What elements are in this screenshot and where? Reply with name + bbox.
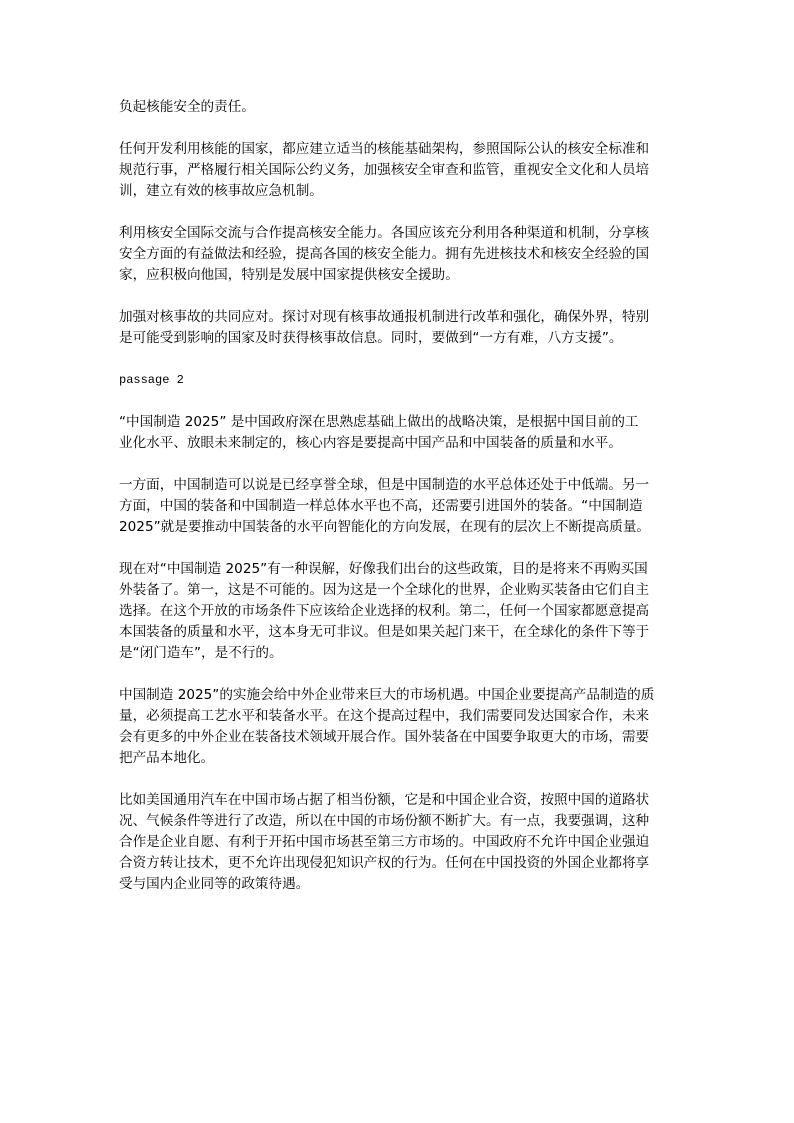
text-line: 把产品本地化。 — [119, 750, 215, 766]
text-line: 利用核安全国际交流与合作提高核安全能力。各国应该充分利用各种渠道和机制，分享核 — [119, 225, 650, 241]
document-page — [119, 97, 689, 916]
paragraph — [119, 790, 689, 895]
paragraph — [119, 223, 689, 286]
text-line: 业化水平、放眼未来制定的，核心内容是要提高中国产品和中国装备的质量和水平。 — [119, 435, 622, 451]
paragraph — [119, 475, 689, 538]
text-line: 会有更多的中外企业在装备技术领域开展合作。国外装备在中国要争取更大的市场，需要 — [119, 729, 650, 745]
text-line: 本国装备的质量和水平，这本身无可非议。但是如果关起门来干，在全球化的条件下等于 — [119, 624, 650, 640]
paragraph — [119, 685, 689, 769]
text-line: 外装备了。第一，这是不可能的。因为这是一个全球化的世界，企业购买装备由它们自主 — [119, 582, 650, 598]
paragraph — [119, 139, 689, 202]
paragraph — [119, 307, 689, 349]
text-line: 合资方转让技术，更不允许出现侵犯知识产权的行为。任何在中国投资的外国企业都将享 — [119, 855, 650, 871]
text-line: 况、气候条件等进行了改造，所以在中国的市场份额不断扩大。有一点，我要强调，这种 — [119, 813, 650, 829]
text-line: 选择。在这个开放的市场条件下应该给企业选择的权利。第二，任何一个国家都愿意提高 — [119, 603, 650, 619]
text-line: 训，建立有效的核事故应急机制。 — [119, 183, 323, 199]
passage-2-section — [119, 412, 689, 895]
text-line: 合作是企业自愿、有利于开拓中国市场甚至第三方市场的。中国政府不允许中国企业强迫 — [119, 834, 650, 850]
text-line: 安全方面的有益做法和经验，提高各国的核安全能力。拥有先进核技术和核安全经验的国 — [119, 246, 650, 262]
text-line: 规范行事，严格履行相关国际公约义务，加强核安全审查和监管，重视安全文化和人员培 — [119, 162, 650, 178]
text-line: 中国制造 2025”的实施会给中外企业带来巨大的市场机遇。中国企业要提高产品制造的质 — [119, 687, 655, 703]
text-line: 负起核能安全的责任。 — [119, 99, 255, 115]
paragraph — [119, 559, 689, 664]
text-line: 任何开发利用核能的国家，都应建立适当的核能基础架构，参照国际公认的核安全标准和 — [119, 141, 650, 157]
passage-1-section — [119, 97, 689, 349]
text-line: 2025”就是要推动中国装备的水平向智能化的方向发展，在现有的层次上不断提高质量。 — [119, 519, 651, 535]
text-line: 加强对核事故的共同应对。探讨对现有核事故通报机制进行改革和强化，确保外界，特别 — [119, 309, 650, 325]
text-line: “中国制造 2025” 是中国政府深在思熟虑基础上做出的战略决策，是根据中国目前的工 — [119, 414, 639, 430]
text-line: 一方面，中国制造可以说是已经享誉全球，但是中国制造的水平总体还处于中低端。另一 — [119, 477, 650, 493]
paragraph — [119, 412, 689, 454]
text-line: 是“闭门造车”，是不行的。 — [119, 645, 283, 661]
text-line: 受与国内企业同等的政策待遇。 — [119, 876, 310, 892]
text-line: 现在对“中国制造 2025”有一种误解，好像我们出台的这些政策，目的是将来不再购买国 — [119, 561, 648, 577]
text-line: 家，应积极向他国，特别是发展中国家提供核安全援助。 — [119, 267, 459, 283]
text-line: 量，必须提高工艺水平和装备水平。在这个提高过程中，我们需要同发达国家合作，未来 — [119, 708, 650, 724]
paragraph — [119, 97, 689, 118]
text-line: 方面，中国的装备和中国制造一样总体水平也不高，还需要引进国外的装备。“中国制造 — [119, 498, 643, 514]
text-line: 比如美国通用汽车在中国市场占据了相当份额，它是和中国企业合资，按照中国的道路状 — [119, 792, 650, 808]
text-line: 是可能受到影响的国家及时获得核事故信息。同时，要做到“一方有难，八方支援”。 — [119, 330, 623, 346]
passage-heading: passage 2 — [119, 373, 184, 387]
